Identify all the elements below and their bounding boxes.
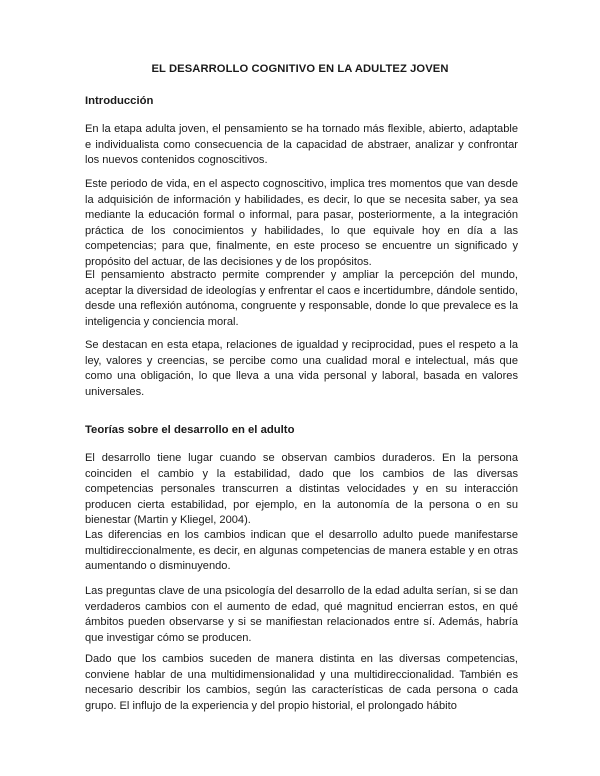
document-title: EL DESARROLLO COGNITIVO EN LA ADULTEZ JOVEN	[151, 63, 449, 75]
paragraph: Dado que los cambios suceden de manera distinta en las diversas competencias, conviene hablar de una multidimensionalidad y una multidireccionalidad. También es necesario describir los cambios, según las características de cada persona o cada grupo. El influjo de la experiencia y del propio historial, el prolongado hábito	[85, 653, 518, 712]
section-heading-introduccion: Introducción	[85, 95, 154, 107]
paragraph: Las preguntas clave de una psicología del desarrollo de la edad adulta serían, si se dan verdaderos cambios con el aumento de edad, qué magnitud encierran estos, en qué ámbitos pueden observarse y si se manifiestan relacionados entre sí. Además, habría que investigar cómo se producen.	[85, 585, 518, 644]
section-heading-teorias: Teorías sobre el desarrollo en el adulto	[85, 424, 295, 436]
paragraph: En la etapa adulta joven, el pensamiento se ha tornado más flexible, abierto, adaptable e individualista como consecuencia de la capacidad de abstraer, analizar y confrontar los nuevos contenidos cognoscitivos.	[85, 123, 518, 167]
paragraph: Este periodo de vida, en el aspecto cognoscitivo, implica tres momentos que van desde la adquisición de información y habilidades, es decir, lo que se necesita saber, ya sea mediante la educación formal o informal, para pasar, posteriormente, a la integración práctica de los conocimientos y habilidades, lo que equivale hoy en día a las competencias; para que, finalmente, en este proceso se encuentre un significado y propósito del actuar, de las decisiones y de los propósitos.	[85, 178, 518, 268]
paragraph: Se destacan en esta etapa, relaciones de igualdad y reciprocidad, pues el respeto a la ley, valores y creencias, se percibe como una cualidad moral e intelectual, más que como una obligación, lo que lleva a una vida personal y laboral, basada en valores universales.	[85, 339, 518, 398]
paragraph: Las diferencias en los cambios indican que el desarrollo adulto puede manifestarse multidireccionalmente, es decir, en algunas competencias de manera estable y en otras aumentando o disminuyendo.	[85, 529, 518, 573]
paragraph: El pensamiento abstracto permite comprender y ampliar la percepción del mundo, aceptar la diversidad de ideologías y enfrentar el caos e incertidumbre, dándole sentido, desde una reflexión autónoma, congruente y responsable, donde lo que prevalece es la inteligencia y conciencia moral.	[85, 269, 518, 328]
paragraph: El desarrollo tiene lugar cuando se observan cambios duraderos. En la persona coinciden el cambio y la estabilidad, dado que los cambios de las diversas competencias personales transcurren a distintas velocidades y en su interacción producen cierta estabilidad, por ejemplo, en la autonomía de la persona o en su bienestar (Martin y Kliegel, 2004).	[85, 452, 518, 527]
